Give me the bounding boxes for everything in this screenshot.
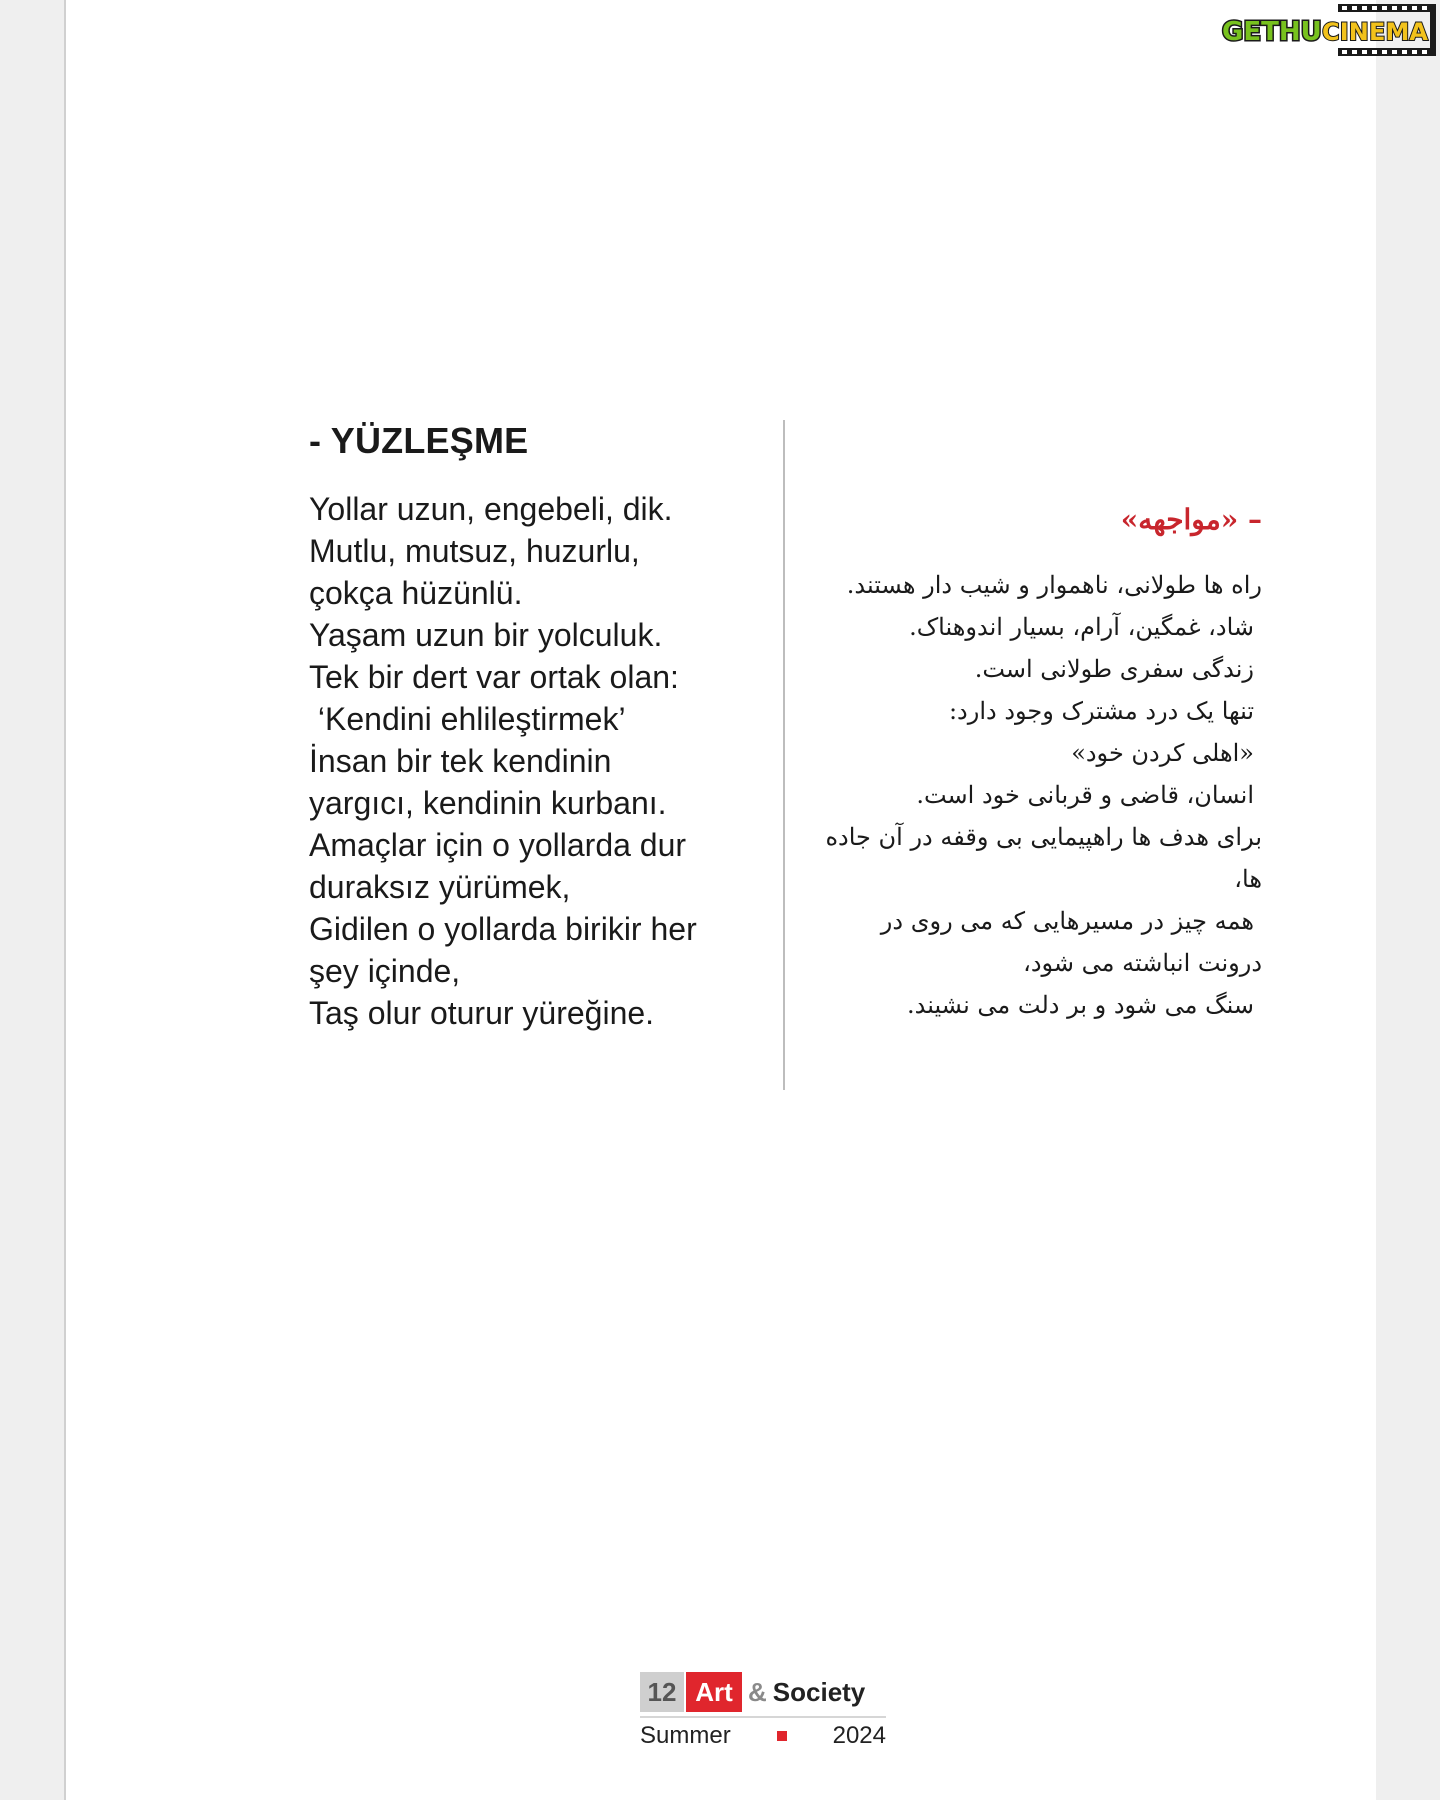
poem-line: ها، bbox=[1234, 865, 1262, 893]
turkish-poem-title: - YÜZLEŞME bbox=[309, 420, 529, 461]
poem-line: Mutlu, mutsuz, huzurlu, bbox=[309, 533, 640, 569]
poem-line: yargıcı, kendinin kurbanı. bbox=[309, 785, 667, 821]
magazine-page bbox=[64, 0, 1376, 1800]
page-number: 12 bbox=[640, 1672, 684, 1712]
logo-text-gethu: GETHU bbox=[1222, 17, 1322, 47]
poem-line: İnsan bir tek kendinin bbox=[309, 743, 612, 779]
poem-line: çokça hüzünlü. bbox=[309, 575, 523, 611]
poem-line: برای هدف ها راهپیمایی بی وقفه در آن جاده bbox=[825, 823, 1262, 851]
poem-line: duraksız yürümek, bbox=[309, 869, 571, 905]
persian-poem-lines bbox=[804, 564, 1262, 1026]
magazine-brand bbox=[640, 1672, 886, 1712]
brand-society: Society bbox=[772, 1676, 866, 1707]
gethucinema-logo bbox=[1220, 4, 1438, 56]
poem-line: راه ها طولانی، ناهموار و شیب دار هستند. bbox=[846, 571, 1262, 599]
poem-line: ‘Kendini ehlileştirmek’ bbox=[309, 701, 626, 737]
logo-text-cinema: CINEMA bbox=[1322, 18, 1428, 46]
turkish-poem-lines bbox=[309, 488, 769, 1034]
brand-art: Art bbox=[686, 1672, 742, 1712]
poem-line: درونت انباشته می شود، bbox=[1023, 949, 1262, 977]
poem-line: Yaşam uzun bir yolculuk. bbox=[309, 617, 663, 653]
poem-line: تنها یک درد مشترک وجود دارد: bbox=[948, 697, 1254, 725]
persian-poem bbox=[804, 500, 1262, 1026]
persian-poem-title: – «مواجهه» bbox=[1120, 503, 1262, 536]
page-edge bbox=[64, 0, 66, 1800]
poem-line: Tek bir dert var ortak olan: bbox=[309, 659, 679, 695]
poem-line: انسان، قاضی و قربانی خود است. bbox=[916, 781, 1254, 809]
poem-line: Yollar uzun, engebeli, dik. bbox=[309, 491, 673, 527]
brand-ampersand: & bbox=[748, 1676, 767, 1707]
poem-line: سنگ می شود و بر دلت می نشیند. bbox=[906, 991, 1254, 1019]
red-square-icon bbox=[777, 1731, 787, 1741]
page-footer bbox=[640, 1672, 886, 1754]
poem-line: şey içinde, bbox=[309, 953, 461, 989]
poem-line: زندگی سفری طولانی است. bbox=[974, 655, 1254, 683]
column-divider bbox=[783, 420, 785, 1090]
poem-line: همه چیز در مسیرهایی که می روی در bbox=[880, 907, 1254, 935]
poem-line: «اهلی کردن خود» bbox=[1071, 739, 1254, 767]
issue-year: 2024 bbox=[832, 1722, 886, 1749]
poem-line: شاد، غمگین، آرام، بسیار اندوهناک. bbox=[909, 613, 1254, 641]
issue-season: Summer bbox=[640, 1722, 731, 1749]
poem-line: Amaçlar için o yollarda dur bbox=[309, 827, 687, 863]
turkish-poem bbox=[309, 420, 769, 1034]
poem-line: Gidilen o yollarda birikir her bbox=[309, 911, 697, 947]
poem-line: Taş olur oturur yüreğine. bbox=[309, 995, 655, 1031]
issue-info bbox=[640, 1718, 886, 1754]
